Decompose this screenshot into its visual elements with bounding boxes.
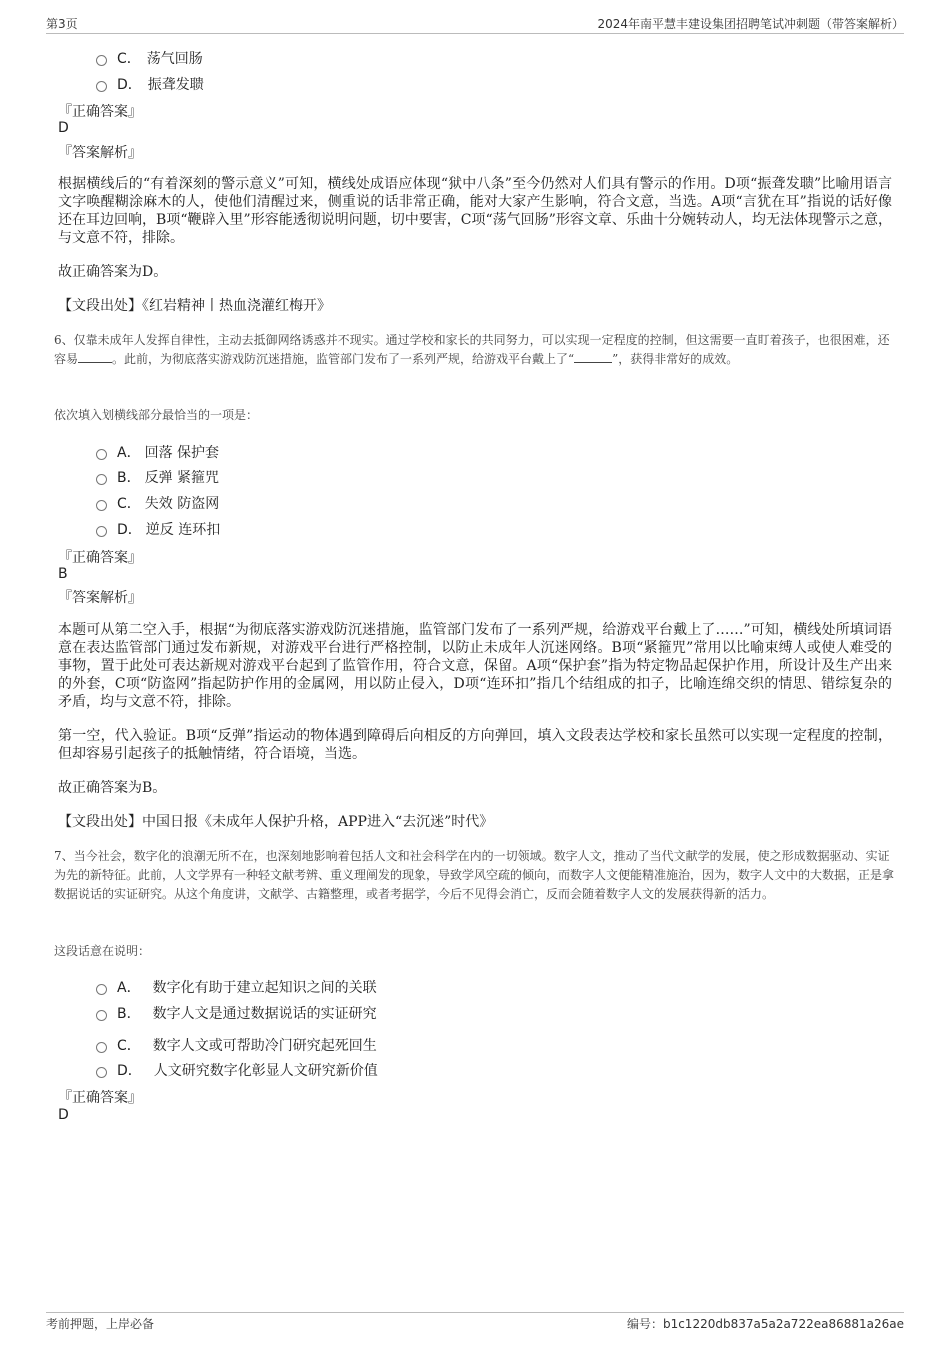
answer-label: 『正确答案』 [58, 550, 142, 566]
footer-slogan: 考前押题，上岸必备 [46, 1317, 155, 1331]
radio-icon[interactable] [96, 449, 107, 460]
answer-value: B [58, 566, 68, 582]
page-number: 第3页 [46, 17, 78, 31]
option-letter: C． [117, 496, 141, 512]
q7-stem: 7、当今社会，数字化的浪潮无所不在，也深刻地影响着包括人文和社会科学在内的一切领域。数字人文，推动了当代文献学的发展，使之形成数据驱动、实证为先的新特征。此前，人文学界有一种轻文献考辨、重义理阐发的现象，导致学风空疏的倾向，而数字人文便能精准施治，因为，数字人文中的大数据，正是拿数据说话的实证研究。从这个角度讲，文献学、古籍整理，或者考据学，今后不见得会消亡，反而会随着数字人文的发展获得新的活力。 [54, 849, 895, 901]
stem-part-2: 。此前，为彻底落实游戏防沉迷措施，监管部门发布了一系列严规，给游戏平台戴上了“ [112, 352, 575, 366]
stem-part-3: ”，获得非常好的成效。 [612, 352, 739, 366]
document-title: 2024年南平慧丰建设集团招聘笔试冲刺题（带答案解析） [597, 17, 904, 31]
radio-icon[interactable] [96, 55, 107, 66]
radio-icon[interactable] [96, 1010, 107, 1021]
document-id: 编号：b1c1220db837a5a2a722ea86881a26ae [626, 1317, 904, 1331]
option-letter: C． [117, 1038, 141, 1054]
option-text: 数字人文是通过数据说话的实证研究 [152, 1006, 377, 1022]
option-text: 失效 防盗网 [144, 496, 220, 512]
option-letter: B． [117, 1006, 141, 1022]
q7-option-a[interactable] [96, 977, 377, 997]
option-text: 人文研究数字化彰显人文研究新价值 [153, 1063, 378, 1079]
option-letter: D． [117, 77, 142, 93]
radio-icon[interactable] [96, 81, 107, 92]
q5-option-c[interactable] [96, 48, 203, 68]
option-letter: D． [117, 522, 142, 538]
analysis-label: 『答案解析』 [58, 145, 142, 161]
q7-option-c[interactable] [96, 1035, 377, 1055]
q6-prompt: 依次填入划横线部分最恰当的一项是： [54, 408, 259, 422]
q6-option-d[interactable] [96, 519, 220, 539]
stem-part-1: 6、仅靠未成年人发挥自律性，主动去抵御网络诱惑并不现实。通过学校和家长的共同努力，可以实现一定程度的控制，但这需要一直盯着孩子，也很困难，还容易 [54, 333, 890, 366]
blank-1 [78, 362, 112, 363]
option-letter: C． [117, 51, 141, 67]
analysis-conclusion: 故正确答案为B。 [58, 780, 167, 796]
header-divider [46, 33, 904, 34]
q6-option-c[interactable] [96, 493, 219, 513]
analysis-paragraph: 本题可从第二空入手，根据“为彻底落实游戏防沉迷措施，监管部门发布了一系列严规，给游戏平台戴上了……”可知，横线处所填词语意在表达监管部门通过发布新规，对游戏平台进行严格控制，以防止未成年人沉迷网络。B项“紧箍咒”常用以比喻束缚人或使人难受的事物，置于此处可表达新规对游戏平台起到了监管作用，符合文意，保留。A项“保护套”指为特定物品起保护作用，所设计及生产出来的外套，C项“防盗网”指起防护作用的金属网，用以防止侵入，D项“连环扣”指几个结组成的扣子，比喻连绵交织的情思、错综复杂的矛盾，均与文意不符，排除。 [58, 622, 892, 710]
blank-2 [574, 362, 612, 363]
radio-icon[interactable] [96, 526, 107, 537]
analysis-label: 『答案解析』 [58, 590, 142, 606]
radio-icon[interactable] [96, 474, 107, 485]
radio-icon[interactable] [96, 1067, 107, 1078]
analysis-paragraph: 根据横线后的“有着深刻的警示意义”可知，横线处成语应体现“狱中八条”至今仍然对人们具有警示的作用。D项“振聋发聩”比喻用语言文字唤醒糊涂麻木的人，使他们清醒过来，侧重说的话非常正确，能对大家产生影响，符合文意，当选。A项“言犹在耳”指说的话好像还在耳边回响，B项“鞭辟入里”形容能透彻说明问题，切中要害，C项“荡气回肠”形容文章、乐曲十分婉转动人，均无法体现警示之意，与文意不符，排除。 [58, 176, 892, 246]
analysis-paragraph-2: 第一空，代入验证。B项“反弹”指运动的物体遇到障碍后向相反的方向弹回，填入文段表达学校和家长虽然可以实现一定程度的控制，但却容易引起孩子的抵触情绪，符合语境，当选。 [58, 728, 892, 762]
option-text: 振聋发聩 [147, 77, 204, 93]
q5-option-d[interactable] [96, 74, 204, 94]
radio-icon[interactable] [96, 984, 107, 995]
answer-value: D [58, 1107, 69, 1123]
analysis-conclusion: 故正确答案为D。 [58, 264, 168, 280]
q6-stem [54, 331, 894, 369]
footer-divider [46, 1312, 904, 1313]
q7-option-d[interactable] [96, 1060, 378, 1080]
option-text: 逆反 连环扣 [145, 522, 221, 538]
option-letter: B． [117, 470, 141, 486]
source-citation: 【文段出处】中国日报《未成年人保护升格，APP进入“去沉迷”时代》 [58, 814, 494, 830]
radio-icon[interactable] [96, 500, 107, 511]
option-letter: A． [117, 445, 141, 461]
q6-option-b[interactable] [96, 467, 219, 487]
option-letter: A． [117, 980, 141, 996]
source-citation: 【文段出处】《红岩精神丨热血浇灌红梅开》 [58, 298, 331, 314]
q7-prompt: 这段话意在说明： [54, 944, 151, 958]
q6-option-a[interactable] [96, 442, 219, 462]
option-text: 反弹 紧箍咒 [144, 470, 220, 486]
answer-label: 『正确答案』 [58, 104, 142, 120]
option-letter: D． [117, 1063, 142, 1079]
option-text: 数字化有助于建立起知识之间的关联 [152, 980, 377, 996]
answer-value: D [58, 120, 69, 136]
option-text: 回落 保护套 [144, 445, 220, 461]
radio-icon[interactable] [96, 1042, 107, 1053]
option-text: 荡气回肠 [146, 51, 203, 67]
option-text: 数字人文或可帮助冷门研究起死回生 [152, 1038, 377, 1054]
answer-label: 『正确答案』 [58, 1090, 142, 1106]
q7-option-b[interactable] [96, 1003, 377, 1023]
